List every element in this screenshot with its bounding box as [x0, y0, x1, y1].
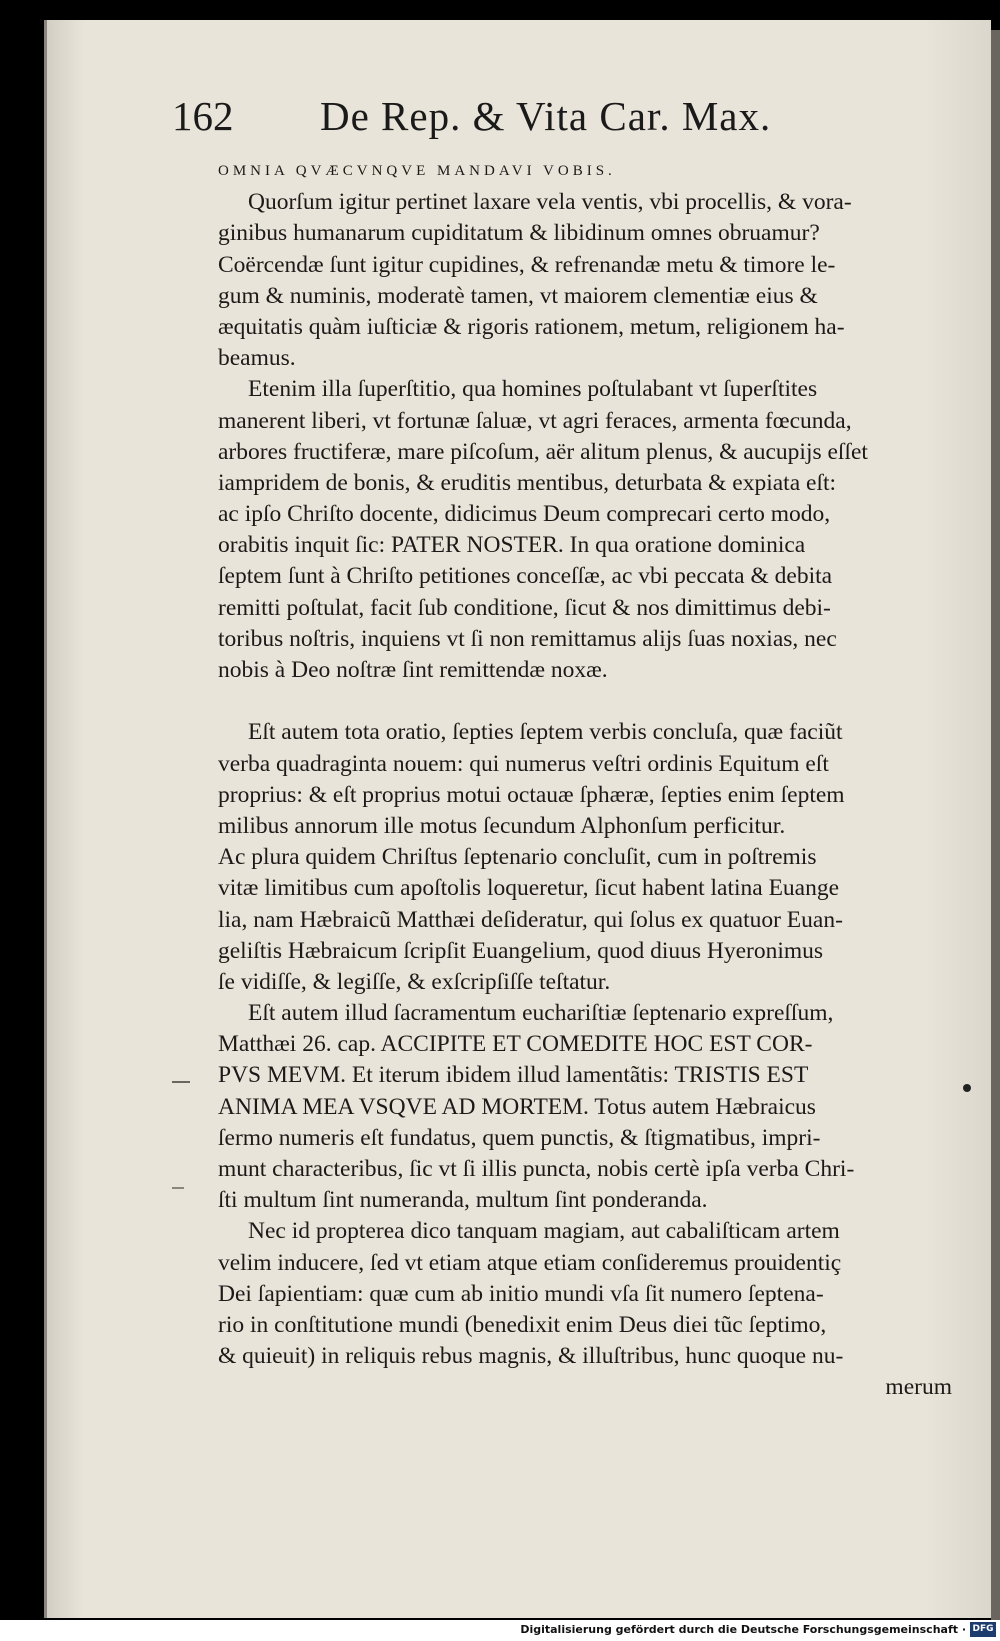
text-line: PVS MEVM. Et iterum ibidem illud lamentãtis: TRISTIS EST [218, 1062, 809, 1089]
text-line: orabitis inquit ſic: PATER NOSTER. In qua oratione dominica [218, 532, 806, 559]
paragraph-gap [218, 686, 956, 717]
text-line: munt characteribus, ſic vt ſi illis puncta, nobis certè ipſa verba Chri- [218, 1156, 855, 1182]
next-page-edge [991, 30, 1000, 1620]
text-line: Coërcendæ ſunt igitur cupidines, & refrenandæ metu & timore le- [218, 251, 836, 278]
text-line: nobis à Deo noſtræ ſint remittendæ noxæ. [218, 657, 608, 683]
text-line: proprius: & eſt proprius motui octauæ ſphæræ, ſepties enim ſeptem [218, 781, 845, 808]
text-line: Dei ſapientiam: quæ cum ab initio mundi vſa ſit numero ſeptena- [218, 1280, 824, 1307]
text-line: manerent liberi, vt fortunæ ſaluæ, vt agri feraces, armenta fœcunda, [218, 407, 852, 434]
text-line: milibus annorum ille motus ſecundum Alphonſum perficitur. [218, 812, 786, 839]
text-line: Etenim illa ſuperſtitio, qua homines poſtulabant vt ſuperſtites [248, 376, 818, 403]
text-line: ANIMA MEA VSQVE AD MORTEM. Totus autem Hæbraicus [218, 1093, 816, 1120]
text-line: ſeptem ſunt à Chriſto petitiones conceſſæ, ac vbi peccata & debita [218, 563, 833, 590]
page-number: 162 [172, 93, 234, 139]
text-line: gum & numinis, moderatè tamen, vt maiorem clementiæ eius & [218, 282, 818, 309]
text-line: rio in conſtitutione mundi (benedixit enim Deus diei tũc ſeptimo, [218, 1311, 827, 1338]
text-line: verba quadraginta nouem: qui numerus veſtri ordinis Equitum eſt [218, 750, 829, 777]
text-line: arbores fructiferæ, mare piſcoſum, aër alitum plenus, & aucupijs eſſet [218, 438, 868, 465]
text-line: vitæ limitibus cum apoſtolis loqueretur, ſicut habent latina Euange [218, 875, 840, 902]
dfg-logo: DFG [970, 1622, 996, 1637]
text-line: ſe vidiſſe, & legiſſe, & exſcripſiſſe teſtatur. [218, 968, 611, 995]
text-line: ac ipſo Chriſto docente, didicimus Deum comprecari certo modo, [218, 501, 831, 528]
digitization-footer [0, 1620, 1000, 1641]
text-line: & quieuit) in reliquis rebus magnis, & illuſtribus, hunc quoque nu- [218, 1343, 844, 1370]
text-line: Ac plura quidem Chriſtus ſeptenario concluſit, cum in poſtremis [218, 844, 817, 871]
page-edge [44, 20, 47, 1618]
text-line: geliſtis Hæbraicum ſcripſit Euangelium, quod diuus Hyeronimus [218, 937, 824, 964]
text-line: velim inducere, ſed vt etiam atque etiam conſideremus prouidentiç [218, 1249, 842, 1276]
margin-mark [172, 1081, 190, 1083]
text-line: Eſt autem illud ſacramentum euchariſtiæ ſeptenario expreſſum, [248, 1000, 834, 1027]
running-title: De Rep. & Vita Car. Max. [320, 93, 772, 139]
margin-dot [963, 1084, 971, 1092]
text-line: ſermo numeris eſt fundatus, quem punctis, & ſtigmatibus, impri- [218, 1124, 821, 1151]
text-line: ſti multum ſint numeranda, multum ſint ponderanda. [218, 1187, 708, 1214]
margin-mark [172, 1187, 184, 1189]
text-line: Nec id propterea dico tanquam magiam, aut cabaliſticam artem [248, 1218, 840, 1245]
text-line: remitti poſtulat, facit ſub conditione, ſicut & nos dimittimus debi- [218, 594, 831, 621]
text-line: Eſt autem tota oratio, ſepties ſeptem verbis concluſa, quæ faciũt [248, 719, 843, 746]
text-line: Quorſum igitur pertinet laxare vela ventis, vbi procellis, & vora- [248, 189, 852, 216]
page-body-text [218, 156, 956, 1404]
text-line: Matthæi 26. cap. ACCIPITE ET COMEDITE HOC EST COR- [218, 1031, 813, 1058]
text-line: ginibus humanarum cupiditatum & libidinum omnes obruamur? [218, 220, 820, 247]
text-line: iampridem de bonis, & eruditis mentibus, deturbata & expiata eſt: [218, 469, 837, 496]
text-line: toribus noſtris, inquiens vt ſi non remittamus alijs ſuas noxias, nec [218, 625, 837, 652]
text-line: merum [885, 1374, 952, 1401]
funding-credit: Digitalisierung gefördert durch die Deutsche Forschungsgemeinschaft · [520, 1623, 966, 1636]
text-line: beamus. [218, 345, 296, 372]
text-line: æquitatis quàm iuſticiæ & rigoris rationem, metum, religionem ha- [218, 313, 845, 340]
text-line: OMNIA QVÆCVNQVE MANDAVI VOBIS. [218, 163, 616, 179]
text-line: lia, nam Hæbraicũ Matthæi deſideratur, qui ſolus ex quatuor Euan- [218, 906, 843, 933]
